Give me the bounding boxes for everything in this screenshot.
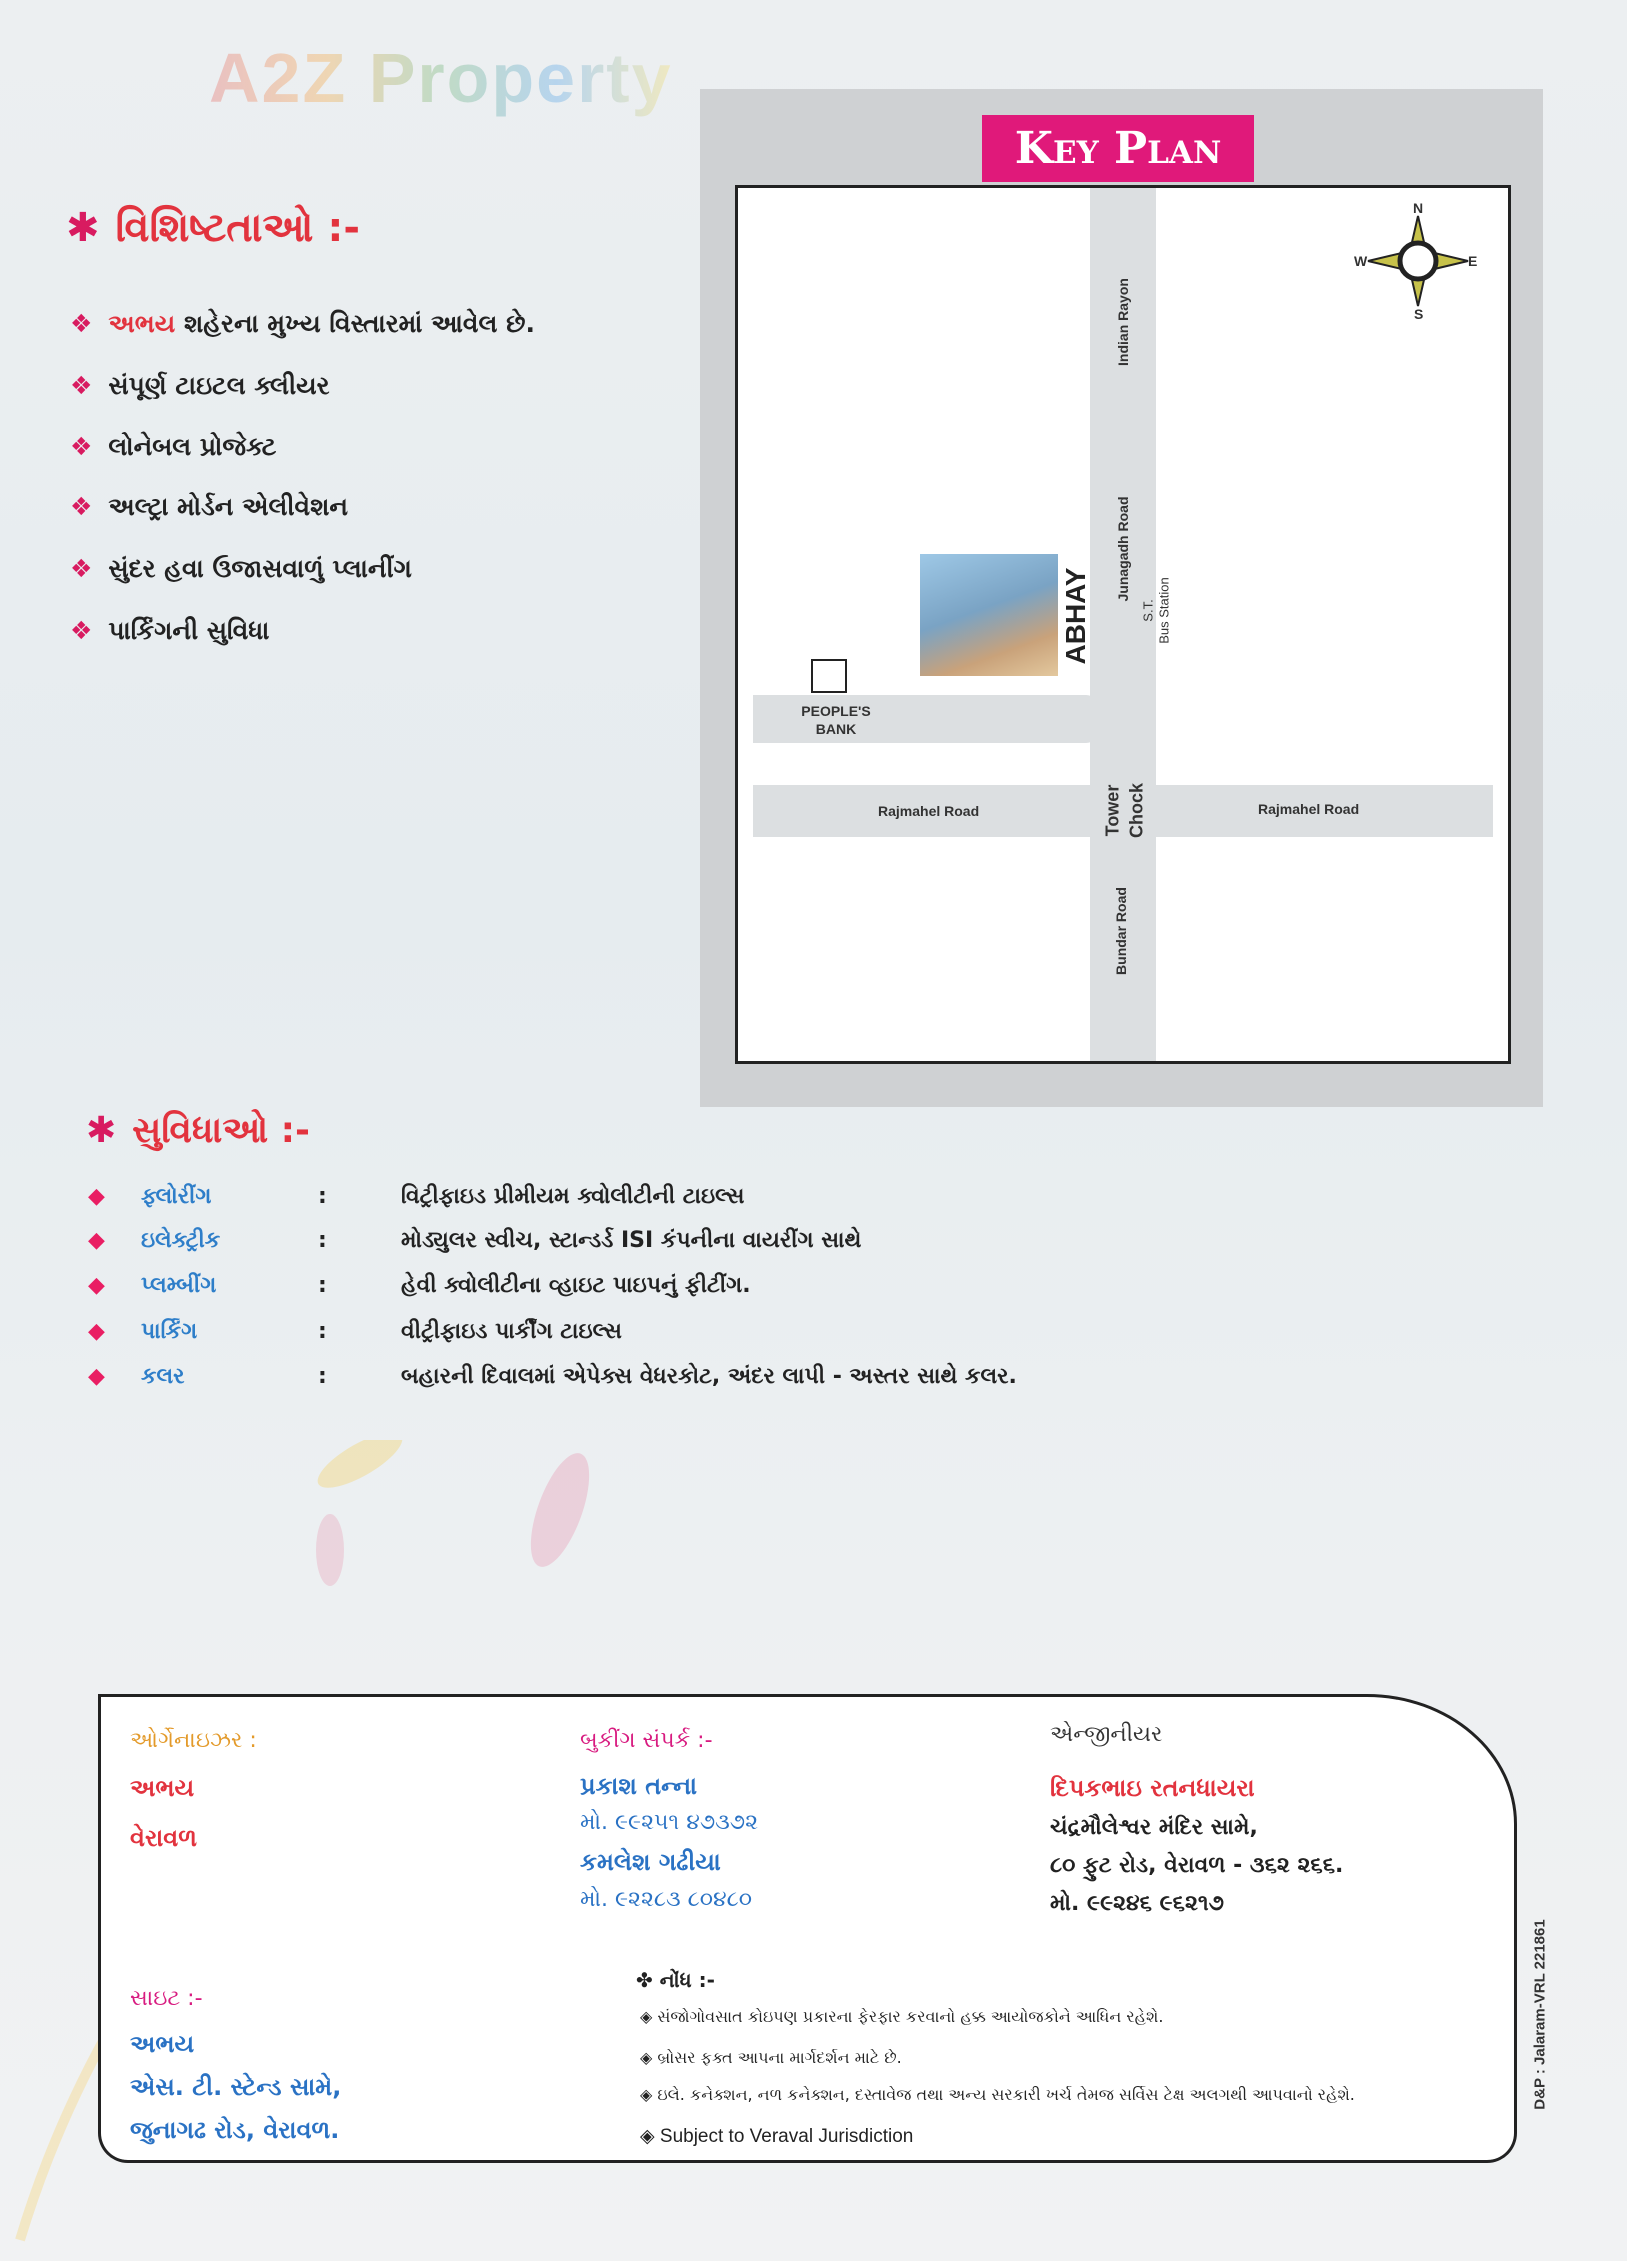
notes-heading (636, 1968, 715, 1992)
colon: : (318, 1364, 327, 1389)
organizer-name: અભય (130, 1774, 195, 1802)
site-address: એસ. ટી. સ્ટેન્ડ સામે, (130, 2073, 342, 2101)
amenity-row (88, 1273, 1088, 1303)
booking-contact-phone: મો. ૯૨૨૮૩ ૮૦૪૮૦ (580, 1887, 752, 1912)
bank-marker (811, 659, 847, 693)
diamond-icon: ◆ (88, 1228, 105, 1253)
peoples-bank-label (776, 702, 896, 738)
compass-s: S (1414, 306, 1424, 322)
site-address: જુનાગઢ રોડ, વેરાવળ. (130, 2116, 340, 2144)
note-item (640, 2007, 1163, 2027)
bullet-icon: ❖ (70, 492, 93, 521)
bundar-road-label: Bundar Road (1113, 887, 1129, 975)
building-photo (920, 554, 1058, 676)
indian-rayon-label: Indian Rayon (1115, 278, 1131, 366)
bullet-icon: ✤ (636, 1968, 660, 1992)
compass-icon (1354, 200, 1478, 322)
bus-station-label: Bus Station (1156, 577, 1172, 644)
bank-label: BANK (815, 721, 857, 737)
feature-item (70, 432, 276, 462)
booking-contact-name: પ્રકાશ તન્ના (580, 1772, 697, 1800)
bullet-icon: ❖ (70, 616, 93, 645)
bullet-icon: ❖ (70, 554, 93, 583)
feature-text: પાર્કિંગની સુવિધા (108, 616, 270, 645)
junagadh-road-label: Junagadh Road (1115, 496, 1131, 602)
amenity-value: વિટ્રીફાઇડ પ્રીમીયમ ક્વોલીટીની ટાઇલ્સ (401, 1184, 745, 1209)
st-label: S.T. (1140, 599, 1156, 622)
site-name: અભય (130, 2030, 195, 2058)
amenity-value: વીટ્રીફાઇડ પાર્કીંગ ટાઇલ્સ (401, 1319, 622, 1344)
project-name: અભય (108, 309, 176, 338)
bullet-icon: ◈ (640, 2126, 660, 2147)
amenity-value: મોડ્યુલર સ્વીચ, સ્ટાન્ડર્ડ ISI કંપનીના વાયરીંગ સાથે (401, 1228, 862, 1253)
feature-text: શહેરના મુખ્ય વિસ્તારમાં આવેલ છે. (184, 309, 535, 338)
booking-contact-phone: મો. ૯૯૨૫૧ ૪૭૩૭૨ (580, 1810, 758, 1835)
asterisk-icon: ✱ (86, 1110, 117, 1151)
organizer-city: વેરાવળ (130, 1824, 197, 1852)
diamond-icon: ◆ (88, 1273, 105, 1298)
amenity-label: પ્લમ્બીંગ (141, 1273, 217, 1298)
feature-text: સંપૂર્ણ ટાઇટલ ક્લીયર (108, 371, 330, 400)
feature-text: સુંદર હવા ઉજાસવાળું પ્લાનીંગ (108, 554, 412, 583)
amenity-label: ફ્લોરીંગ (141, 1184, 212, 1209)
note-text: સંજોગોવસાત કોઇપણ પ્રકારના ફેરફાર કરવાનો હક્ક આયોજકોને આધિન રહેશે. (657, 2007, 1164, 2026)
note-text: Subject to Veraval Jurisdiction (659, 2126, 914, 2147)
feature-text: લોનેબલ પ્રોજેક્ટ (108, 432, 277, 461)
booking-label: બુકીંગ સંપર્ક :- (580, 1728, 713, 1753)
abhay-label: ABHAY (1060, 567, 1091, 665)
engineer-label: એન્જીનીયર (1050, 1722, 1163, 1747)
features-heading-text: વિશિષ્ટતાઓ :- (115, 205, 360, 251)
engineer-phone: મો. ૯૯૨૪૬ ૯૬૨૧૭ (1050, 1891, 1224, 1916)
compass-e: E (1468, 253, 1478, 269)
booking-contact-name: કમલેશ ગઢીયા (580, 1848, 721, 1876)
peoples-label: PEOPLE'S (801, 703, 871, 719)
note-item (640, 2048, 902, 2068)
colon: : (318, 1228, 327, 1253)
features-heading (66, 205, 360, 251)
feature-item (70, 309, 535, 339)
asterisk-icon: ✱ (66, 205, 100, 251)
feature-text: અલ્ટ્રા મોર્ડન એલીવેશન (108, 492, 349, 521)
bullet-icon: ❖ (70, 309, 93, 338)
rajmahel-road-left-label: Rajmahel Road (878, 803, 980, 819)
amenity-label: કલર (141, 1364, 185, 1389)
note-text: બ્રોસર ફક્ત આપના માર્ગદર્શન માટે છે. (657, 2048, 902, 2067)
note-item (640, 2085, 1355, 2105)
amenities-heading (86, 1110, 310, 1152)
bullet-icon: ◈ (640, 2048, 658, 2067)
colon: : (318, 1273, 327, 1298)
compass-n: N (1413, 200, 1424, 216)
watermark: A2Z Property (209, 39, 673, 117)
amenity-row (88, 1319, 1088, 1349)
colon: : (318, 1184, 327, 1209)
feature-item (70, 554, 412, 584)
amenity-row (88, 1228, 1088, 1258)
amenity-label: ઇલેક્ટ્રીક (141, 1228, 221, 1253)
note-item (640, 2125, 913, 2148)
notes-label: નોંધ :- (659, 1968, 715, 1992)
compass-w: W (1354, 253, 1368, 269)
rajmahel-road-right-label: Rajmahel Road (1258, 801, 1360, 817)
bullet-icon: ◈ (640, 2085, 658, 2104)
chock-label: Chock (1126, 783, 1147, 839)
key-plan-title: Key Plan (982, 115, 1254, 182)
engineer-address: ચંદ્રમૌલેશ્વર મંદિર સામે, (1050, 1815, 1258, 1840)
engineer-name: દિપકભાઇ રતનધાયરા (1050, 1774, 1255, 1802)
feature-item (70, 371, 330, 401)
bullet-icon: ◈ (640, 2007, 658, 2026)
tower-label: Tower (1102, 784, 1123, 837)
diamond-icon: ◆ (88, 1319, 105, 1344)
amenity-row (88, 1184, 1088, 1214)
diamond-icon: ◆ (88, 1364, 105, 1389)
key-plan-map (735, 185, 1511, 1064)
diamond-icon: ◆ (88, 1184, 105, 1209)
organizer-label: ઓર્ગેનાઇઝર : (130, 1728, 257, 1753)
amenity-value: હેવી ક્વોલીટીના વ્હાઇટ પાઇપનું ફીટીંગ. (401, 1273, 751, 1298)
amenity-value: બહારની દિવાલમાં એપેક્સ વેધરકોટ, અંદર લાપી - અસ્તર સાથે કલર. (401, 1364, 1017, 1389)
bullet-icon: ❖ (70, 371, 93, 400)
amenity-label: પાર્કિંગ (141, 1319, 198, 1344)
engineer-address: ૮૦ ફુટ રોડ, વેરાવળ - ૩૬૨ ૨૬૬. (1050, 1853, 1344, 1878)
bullet-icon: ❖ (70, 432, 93, 461)
feature-item (70, 492, 348, 522)
amenities-heading-text: સુવિધાઓ :- (132, 1110, 310, 1151)
site-label: સાઇટ :- (130, 1986, 203, 2011)
amenity-row (88, 1364, 1088, 1394)
printer-credit: D&P : Jalaram-VRL 221861 (1531, 1919, 1549, 2110)
note-text: ઇલે. કનેક્શન, નળ કનેક્શન, દસ્તાવેજ તથા અન્ય સરકારી ખર્ચ તેમજ સર્વિસ ટેક્ષ અલગથી આપવાનો રહેશે. (657, 2085, 1355, 2104)
colon: : (318, 1319, 327, 1344)
feature-item (70, 616, 269, 646)
